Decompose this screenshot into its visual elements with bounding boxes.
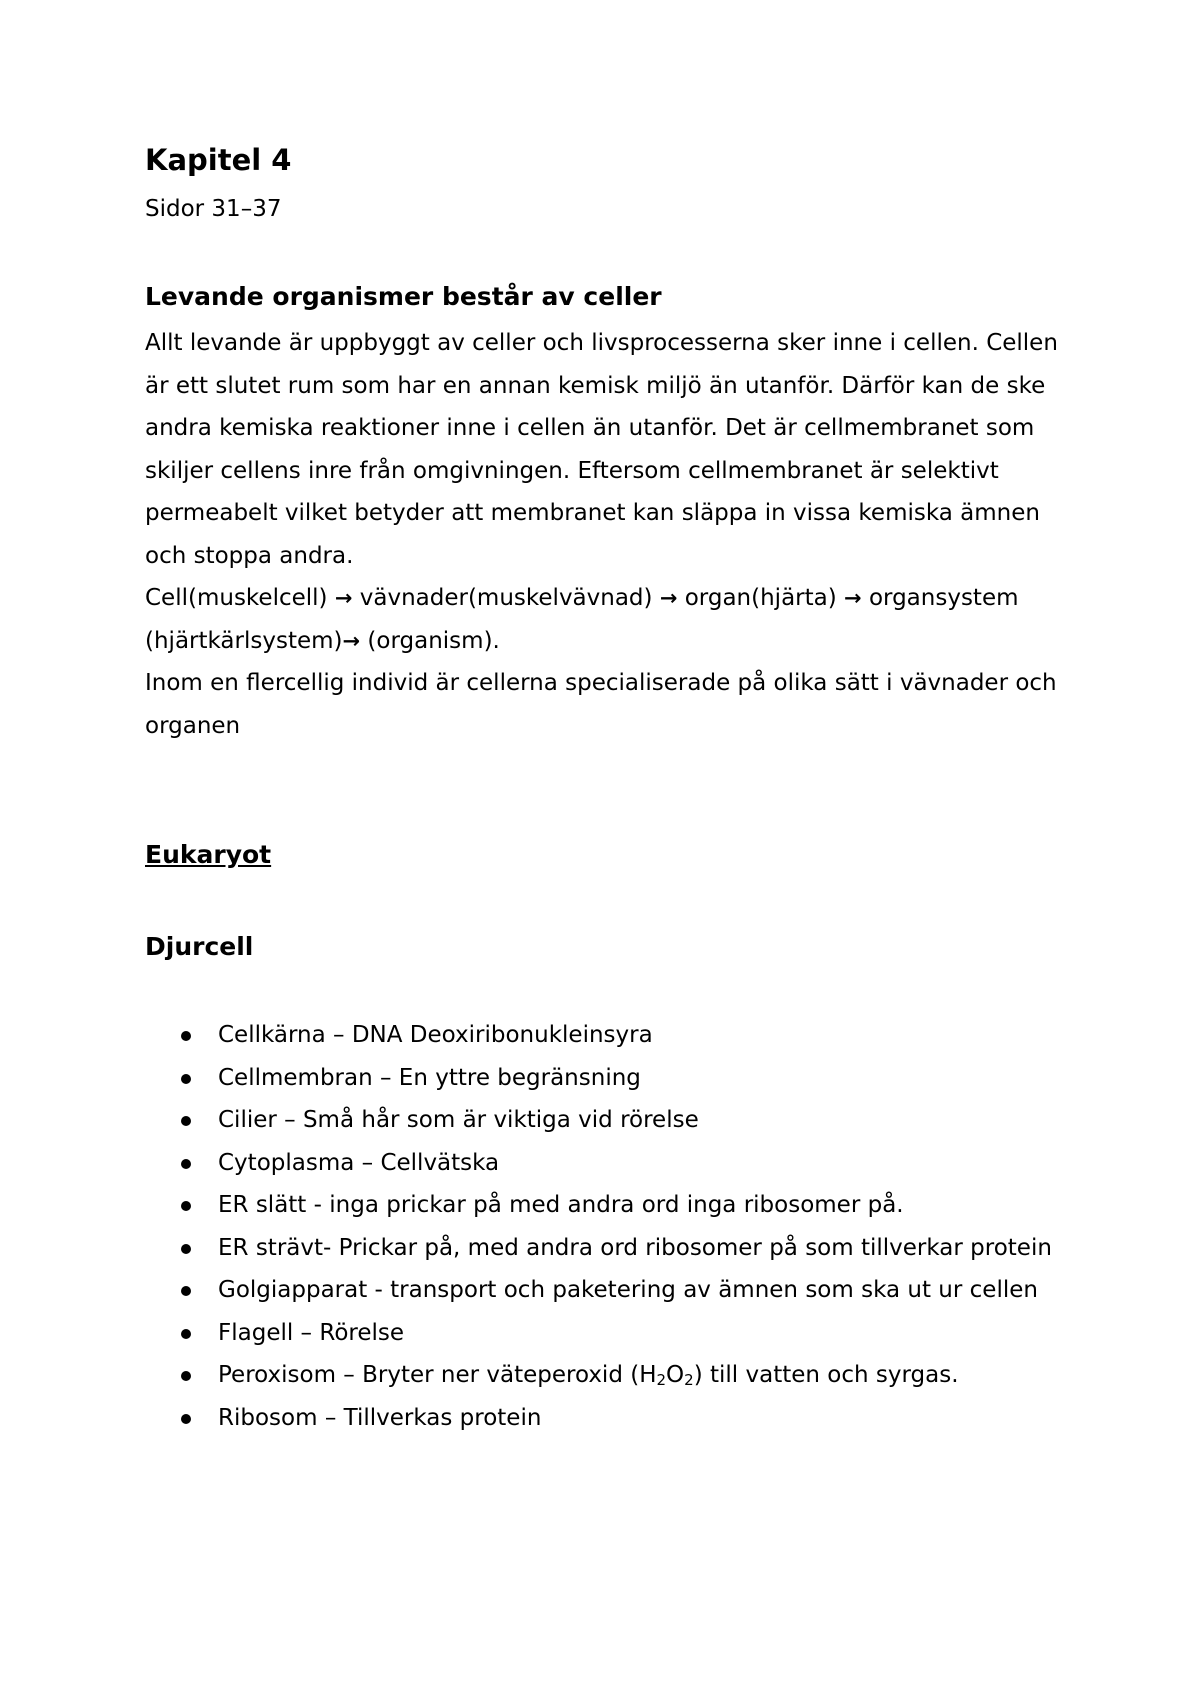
page-range: Sidor 31–37 (145, 196, 282, 222)
arrow-right-icon: → (844, 586, 862, 610)
section-heading-cells: Levande organismer består av celler (145, 282, 662, 311)
list-item-text: Ribosom – Tillverkas protein (218, 1404, 542, 1431)
list-item (145, 1184, 1085, 1227)
peroxisom-text-oxygen: O (666, 1362, 685, 1388)
list-item (145, 1057, 1085, 1100)
bullet-icon (181, 1414, 191, 1424)
peroxisom-text-end: ) till vatten och syrgas. (693, 1362, 959, 1388)
bullet-icon (181, 1031, 191, 1041)
list-item-text: Golgiapparat - transport och paketering av ämnen som ska ut ur cellen (218, 1277, 1038, 1303)
arrow-right-icon: → (334, 586, 353, 610)
bullet-icon (181, 1201, 191, 1211)
subscript-two: 2 (684, 1371, 694, 1389)
list-item-text-peroxisom (218, 1362, 959, 1388)
list-item (145, 1099, 1085, 1142)
list-item-text: Flagell – Rörelse (218, 1319, 405, 1346)
bullet-icon (181, 1286, 191, 1296)
list-item-text: Cellmembran – En yttre begränsning (218, 1064, 641, 1091)
bullet-icon (181, 1116, 191, 1126)
subheading-djurcell: Djurcell (145, 932, 254, 961)
paragraph-intro: Allt levande är uppbyggt av celler och livsprocesserna sker inne i cellen. Cellen är ett slutet rum som har en annan kemisk miljö än utanför. Därför kan de ske andra kemiska reaktioner inne i cellen än utanför. Det är cellmembranet som skiljer cellens inre från omgivningen. Eftersom cellmembranet är selektivt permeabelt vilket betyder att membranet kan släppa in vissa kemiska ämnen och stoppa andra. (145, 330, 1058, 569)
list-item (145, 1312, 1085, 1355)
list-item (145, 1354, 1085, 1397)
bullet-icon (181, 1244, 191, 1254)
bullet-icon (181, 1074, 191, 1084)
list-item (145, 1397, 1085, 1440)
list-item (145, 1014, 1085, 1057)
organelle-list (145, 1014, 1085, 1439)
list-item-text: ER strävt- Prickar på, med andra ord ribosomer på som tillverkar protein (218, 1234, 1052, 1261)
bullet-icon (181, 1371, 191, 1381)
arrow-right-icon: → (659, 586, 678, 610)
list-item (145, 1227, 1085, 1270)
bullet-icon (181, 1329, 191, 1339)
chapter-title: Kapitel 4 (145, 143, 292, 177)
list-item-text: ER slätt - inga prickar på med andra ord inga ribosomer på. (218, 1192, 904, 1218)
hierarchy-step-cell: Cell(muskelcell) (145, 585, 328, 611)
list-item-text: Cellkärna – DNA Deoxiribonukleinsyra (218, 1022, 653, 1048)
hierarchy-step-organ: organ(hjärta) (684, 585, 837, 611)
paragraph-specialization: Inom en flercellig individ är cellerna specialiserade på olika sätt i vävnader och organen (145, 670, 1057, 739)
hierarchy-step-organism: (organism). (367, 627, 500, 654)
arrow-right-icon: → (342, 628, 361, 653)
bullet-icon (181, 1159, 191, 1169)
subscript-two: 2 (656, 1371, 667, 1389)
list-item (145, 1142, 1085, 1185)
peroxisom-text-start: Peroxisom – Bryter ner väteperoxid (H (218, 1362, 657, 1388)
list-item (145, 1269, 1085, 1312)
list-item-text: Cytoplasma – Cellvätska (218, 1149, 500, 1176)
list-item-text: Cilier – Små hår som är viktiga vid rörelse (218, 1107, 699, 1133)
hierarchy-step-tissue: vävnader(muskelvävnad) (359, 585, 653, 611)
hierarchy-line (145, 577, 1085, 662)
section-body (145, 322, 1085, 747)
section-heading-eukaryot: Eukaryot (145, 840, 272, 869)
hierarchy-step-organ-system: organsystem (hjärtkärlsystem) (145, 585, 1019, 654)
